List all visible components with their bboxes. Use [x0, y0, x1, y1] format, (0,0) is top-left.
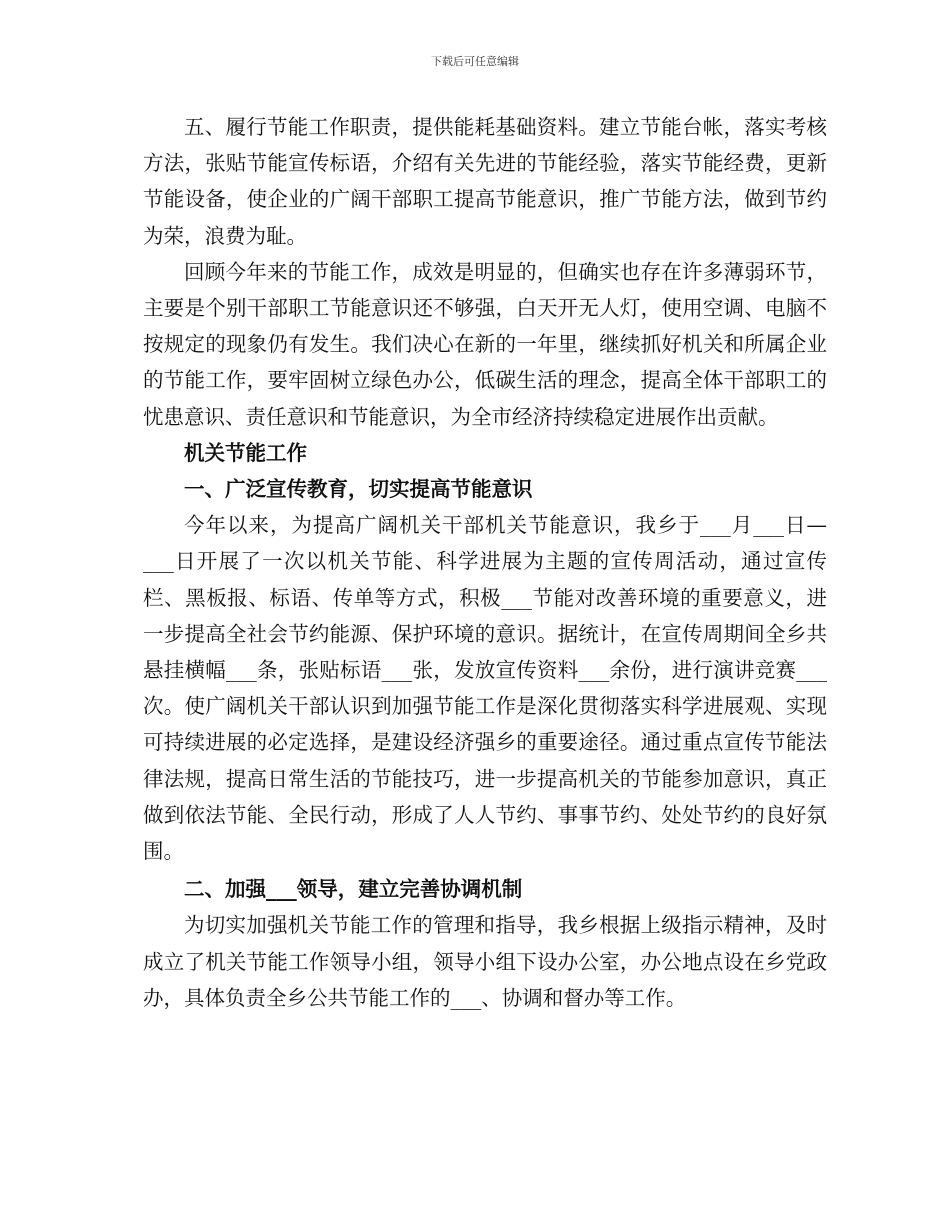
- paragraph-publicity: 今年以来，为提高广阔机关干部机关节能意识，我乡于___月___日—___日开展了一次以机关节能、科学进展为主题的宣传周活动，通过宣传栏、黑板报、标语、传单等方式，积极___节能对改善环境的重要意义，进一步提高全社会节约能源、保护环境的意识。据统计，在宣传周期间全乡共悬挂横幅___条，张贴标语___张，发放宣传资料___余份，进行演讲竞赛___次。使广阔机关干部认识到加强节能工作是深化贯彻落实科学进展观、实现可持续进展的必定选择，是建设经济强乡的重要途径。通过重点宣传节能法律法规，提高日常生活的节能技巧，进一步提高机关的节能参加意识，真正做到依法节能、全民行动，形成了人人节约、事事节约、处处节约的良好氛围。: [143, 513, 827, 864]
- document-body: [143, 109, 827, 1016]
- heading-publicity: 一、广泛宣传教育，切实提高节能意识: [184, 477, 533, 502]
- page-header: 下载后可任意编辑: [431, 55, 519, 68]
- paragraph-leadership: 为切实加强机关节能工作的管理和指导，我乡根据上级指示精神，及时成立了机关节能工作领导小组，领导小组下设办公室，办公地点设在乡党政办，具体负责全乡公共节能工作的___、协调和督办等工作。: [143, 913, 827, 1010]
- section-title: 机关节能工作: [184, 440, 307, 465]
- paragraph-review: 回顾今年来的节能工作，成效是明显的，但确实也存在许多薄弱环节，主要是个别干部职工节能意识还不够强，白天开无人灯，使用空调、电脑不按规定的现象仍有发生。我们决心在新的一年里，继续抓好机关和所属企业的节能工作，要牢固树立绿色办公，低碳生活的理念，提高全体干部职工的忧患意识、责任意识和节能意识，为全市经济持续稳定进展作出贡献。: [143, 259, 827, 429]
- heading-leadership: 二、加强___领导，建立完善协调机制: [184, 877, 523, 902]
- paragraph-energy-duties: 五、履行节能工作职责，提供能耗基础资料。建立节能台帐，落实考核方法，张贴节能宣传标语，介绍有关先进的节能经验，落实节能经费，更新节能设备，使企业的广阔干部职工提高节能意识，推广节能方法，做到节约为荣，浪费为耻。: [143, 115, 827, 248]
